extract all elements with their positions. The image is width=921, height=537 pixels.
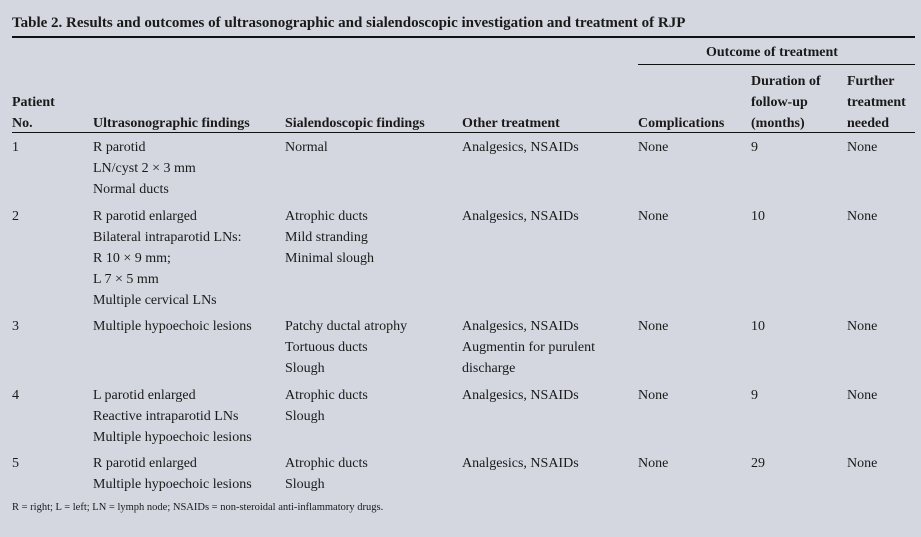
cell-line: Analgesics, NSAIDs bbox=[462, 140, 579, 155]
cell-line: Atrophic ducts bbox=[285, 388, 368, 403]
cell-line: Reactive intraparotid LNs bbox=[93, 409, 239, 424]
cell-patient-no: 1 bbox=[12, 140, 19, 155]
cell-line: Bilateral intraparotid LNs: bbox=[93, 230, 242, 245]
cell-line: LN/cyst 2 × 3 mm bbox=[93, 161, 196, 176]
cell-patient-no: 4 bbox=[12, 388, 19, 403]
cell-complications: None bbox=[638, 140, 669, 155]
cell-further-treatment: None bbox=[847, 388, 878, 403]
cell-line: L 7 × 5 mm bbox=[93, 272, 159, 287]
header-further: Further treatment needed bbox=[847, 74, 906, 131]
cell-line: Multiple hypoechoic lesions bbox=[93, 319, 252, 334]
cell-line: Normal ducts bbox=[93, 182, 169, 197]
cell-other-treatment bbox=[462, 316, 595, 379]
cell-sialendoscopic bbox=[285, 316, 407, 379]
cell-line: Multiple cervical LNs bbox=[93, 293, 217, 308]
cell-duration: 10 bbox=[751, 319, 765, 334]
cell-line: Augmentin for purulent bbox=[462, 340, 595, 355]
cell-further-treatment: None bbox=[847, 456, 878, 471]
cell-line: Multiple hypoechoic lesions bbox=[93, 477, 252, 492]
cell-patient-no: 3 bbox=[12, 319, 19, 334]
cell-patient-no: 2 bbox=[12, 209, 19, 224]
cell-sialendoscopic bbox=[285, 137, 328, 158]
header-patient: Patient No. bbox=[12, 95, 55, 131]
cell-ultrasonographic bbox=[93, 385, 252, 448]
cell-other-treatment bbox=[462, 453, 579, 474]
cell-line: Mild stranding bbox=[285, 230, 368, 245]
cell-line: R 10 × 9 mm; bbox=[93, 251, 171, 266]
cell-line: discharge bbox=[462, 361, 516, 376]
group-header-rule bbox=[638, 64, 915, 65]
cell-line: Multiple hypoechoic lesions bbox=[93, 430, 252, 445]
cell-complications: None bbox=[638, 388, 669, 403]
cell-line: R parotid enlarged bbox=[93, 456, 197, 471]
title-rule bbox=[12, 36, 915, 38]
cell-duration: 29 bbox=[751, 456, 765, 471]
header-sialendoscopic: Sialendoscopic findings bbox=[285, 116, 425, 131]
cell-other-treatment bbox=[462, 137, 579, 158]
cell-line: Analgesics, NSAIDs bbox=[462, 456, 579, 471]
cell-line: Analgesics, NSAIDs bbox=[462, 388, 579, 403]
cell-duration: 10 bbox=[751, 209, 765, 224]
group-header-outcome: Outcome of treatment bbox=[706, 45, 838, 60]
cell-other-treatment bbox=[462, 206, 579, 227]
cell-other-treatment bbox=[462, 385, 579, 406]
cell-line: R parotid enlarged bbox=[93, 209, 197, 224]
header-complications: Complications bbox=[638, 116, 725, 131]
cell-further-treatment: None bbox=[847, 140, 878, 155]
cell-ultrasonographic bbox=[93, 453, 252, 495]
cell-line: Atrophic ducts bbox=[285, 456, 368, 471]
cell-duration: 9 bbox=[751, 140, 758, 155]
header-ultrasonographic: Ultrasonographic findings bbox=[93, 116, 250, 131]
cell-line: Atrophic ducts bbox=[285, 209, 368, 224]
cell-sialendoscopic bbox=[285, 385, 368, 427]
cell-line: Slough bbox=[285, 409, 325, 424]
cell-complications: None bbox=[638, 209, 669, 224]
cell-line: Normal bbox=[285, 140, 328, 155]
cell-complications: None bbox=[638, 456, 669, 471]
cell-duration: 9 bbox=[751, 388, 758, 403]
cell-line: Analgesics, NSAIDs bbox=[462, 209, 579, 224]
cell-further-treatment: None bbox=[847, 319, 878, 334]
footnote: R = right; L = left; LN = lymph node; NSAIDs = non-steroidal anti-inflammatory drugs. bbox=[12, 502, 384, 513]
cell-sialendoscopic bbox=[285, 453, 368, 495]
table-title: Table 2. Results and outcomes of ultrasonographic and sialendoscopic investigation and treatment of RJP bbox=[12, 15, 686, 31]
cell-line: Minimal slough bbox=[285, 251, 375, 266]
cell-line: R parotid bbox=[93, 140, 146, 155]
cell-ultrasonographic bbox=[93, 316, 252, 337]
header-rule bbox=[12, 132, 915, 133]
cell-line: Analgesics, NSAIDs bbox=[462, 319, 579, 334]
cell-ultrasonographic bbox=[93, 206, 242, 311]
cell-line: L parotid enlarged bbox=[93, 388, 196, 403]
cell-line: Slough bbox=[285, 477, 325, 492]
cell-line: Tortuous ducts bbox=[285, 340, 368, 355]
header-duration: Duration of follow-up (months) bbox=[751, 74, 821, 131]
cell-sialendoscopic bbox=[285, 206, 374, 269]
cell-patient-no: 5 bbox=[12, 456, 19, 471]
cell-complications: None bbox=[638, 319, 669, 334]
cell-further-treatment: None bbox=[847, 209, 878, 224]
header-other-treatment: Other treatment bbox=[462, 116, 560, 131]
cell-line: Patchy ductal atrophy bbox=[285, 319, 408, 334]
cell-ultrasonographic bbox=[93, 137, 196, 200]
cell-line: Slough bbox=[285, 361, 325, 376]
